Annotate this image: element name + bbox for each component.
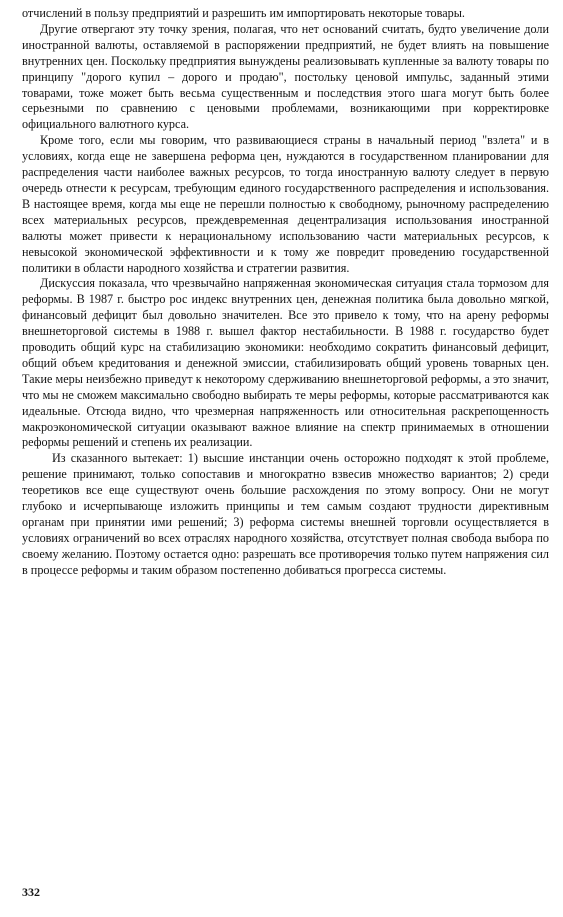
page-number: 332 (22, 885, 40, 899)
paragraph-conclusions: Из сказанного вытекает: 1) высшие инстанции очень осторожно подходят к этой проблеме, решение принимают, только сопоставив и многократно взвесив множество вариантов; 2) среди теоретиков все еще существуют очень большие расхождения по этому вопросу. Они не могут глубоко и исчерпывающе изложить принципы и тем самым создают трудности директивным органам при принятии ими решений; 3) реформа системы внешней торговли осуществляется в условиях ограничений во всех отраслях народного хозяйства, отсутствует полная свобода выбора по своему желанию. Поэтому остается одно: разрешать все противоречия только путем напряжения сил в процессе реформы и таким образом постепенно добиваться прогресса системы. (22, 451, 549, 577)
paragraph-opponents-view: Другие отвергают эту точку зрения, полагая, что нет оснований считать, будто увеличение доли иностранной валюты, оставляемой в распоряжении предприятий, не будет влиять на повышение внутренних цен. Поскольку предприятия вынуждены реализовывать купленные за валюту товары по принципу "дорого купил – дорого и продаю", постольку ценовой импульс, заданный этими товарами, тоже может быть весьма существенным и последствия этого шага могут быть более серьезными по сравнению с ценовыми проблемами, возникающими при корректировке официального валютного курса. (22, 21, 549, 132)
paragraph-state-planning: Кроме того, если мы говорим, что развивающиеся страны в начальный период "взлета" и в условиях, когда еще не завершена реформа цен, нуждаются в государственном планировании для распределения части наиболее важных ресурсов, то тогда иностранную валюту следует в первую очередь отнести к ресурсам, требующим единого государственного распределения и использования. В настоящее время, когда мы еще не перешли полностью к свободному, рыночному распределению всех материальных ресурсов, преждевременная децентрализация использования иностранной валюты может привести к нерациональному использованию части материальных ресурсов, к невысокой экономической эффективности и к тому же повредит проведению государственной политики в области народного хозяйства и стратегии развития. (22, 133, 549, 275)
page-text-column (22, 6, 549, 579)
paragraph-discussion-results: Дискуссия показала, что чрезвычайно напряженная экономическая ситуация стала тормозом для реформы. В 1987 г. быстро рос индекс внутренних цен, денежная политика была довольно мягкой, финансовый дефицит был довольно значителен. Все это привело к тому, что на арену реформы внешнеторговой системы в 1988 г. вышел фактор нестабильности. В 1988 г. государство будет проводить общий курс на стабилизацию экономики: необходимо сократить финансовый дефицит, общий объем кредитования и денежной эмиссии, стабилизировать общий уровень товарных цен. Такие меры неизбежно приведут к некоторому сдерживанию внешнеторговой реформы, а это значит, что мы не сможем максимально свободно выбирать те меры реформы, которые рассматриваются как идеальные. Отсюда видно, что чрезмерная напряженность или относительная раскрепощенность макроэкономической ситуации оказывают важное влияние на спектр принимаемых в отношении реформы решений и степень их реализации. (22, 276, 549, 450)
paragraph-continuation: отчислений в пользу предприятий и разрешить им импортировать некоторые товары. (22, 6, 465, 20)
